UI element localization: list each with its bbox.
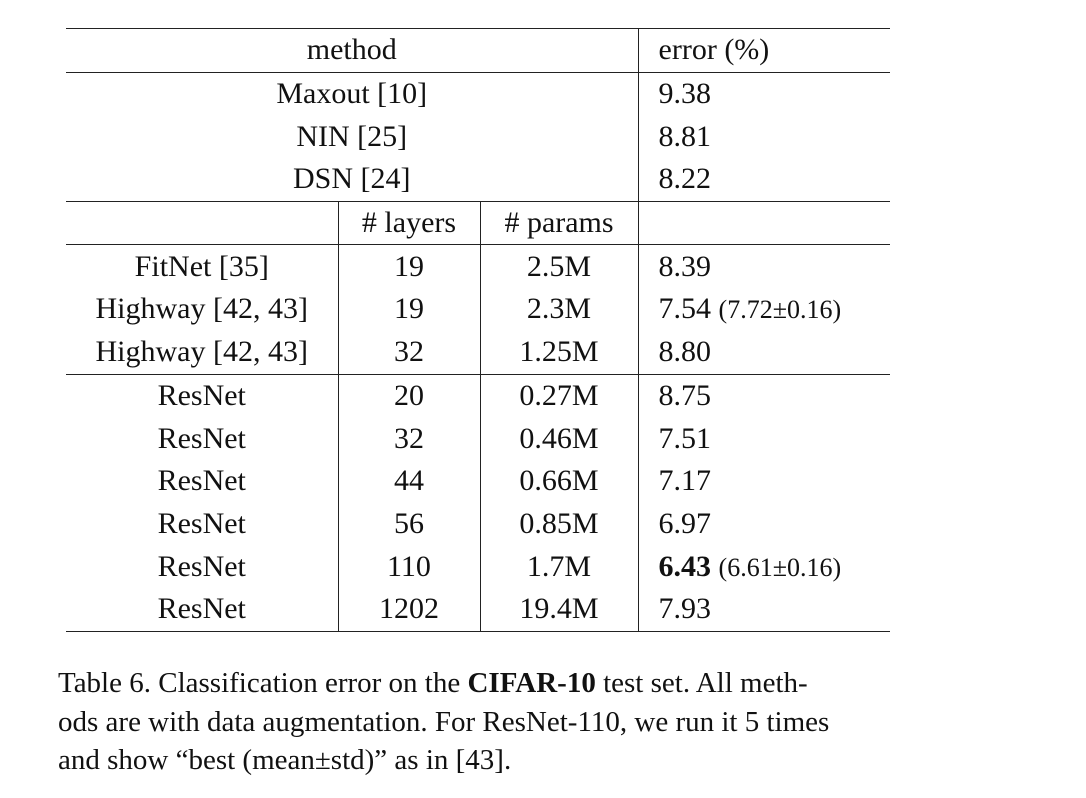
error-cell: 9.38 [638, 72, 890, 115]
table-row [66, 288, 890, 331]
table-header-row [66, 29, 890, 73]
method-cell: ResNet [66, 417, 338, 460]
caption-line-3: and show “best (mean±std)” as in [43]. [58, 744, 512, 776]
cifar10-results-table [66, 28, 890, 632]
error-value: 8.39 [658, 249, 712, 283]
error-cell [638, 503, 890, 546]
table-caption [58, 664, 918, 780]
params-cell: 1.25M [480, 331, 638, 374]
layers-cell: 32 [338, 331, 480, 374]
method-cell: Maxout [10] [66, 72, 638, 115]
method-cell: ResNet [66, 460, 338, 503]
layers-cell: 32 [338, 417, 480, 460]
method-cell: FitNet [35] [66, 245, 338, 288]
error-value: 7.51 [658, 421, 712, 455]
table-row [66, 374, 890, 417]
error-value: 7.54 [658, 292, 712, 326]
params-cell: 0.27M [480, 374, 638, 417]
params-cell: 0.46M [480, 417, 638, 460]
method-cell: ResNet [66, 374, 338, 417]
table-row [66, 158, 890, 201]
table-row [66, 245, 890, 288]
subheader-error-empty [638, 201, 890, 245]
error-value: 6.97 [658, 506, 712, 540]
error-value: 8.80 [658, 335, 712, 369]
params-cell: 0.85M [480, 503, 638, 546]
method-cell: Highway [42, 43] [66, 331, 338, 374]
results-table-container [66, 28, 890, 632]
layers-cell: 56 [338, 503, 480, 546]
caption-line1-rest: test set. All meth- [595, 667, 808, 699]
subheader-params: # params [480, 201, 638, 245]
layers-cell: 110 [338, 545, 480, 588]
table-row [66, 417, 890, 460]
error-value: 7.93 [658, 592, 712, 626]
caption-line-1 [58, 664, 918, 703]
params-cell: 2.5M [480, 245, 638, 288]
table-row [66, 545, 890, 588]
params-cell: 2.3M [480, 288, 638, 331]
layers-cell: 19 [338, 245, 480, 288]
error-cell: 8.81 [658, 119, 712, 153]
params-cell: 0.66M [480, 460, 638, 503]
table-row [66, 588, 890, 631]
table-subheader-row [66, 201, 890, 245]
error-note: (7.72±0.16) [718, 295, 842, 325]
table-row [66, 72, 890, 115]
error-cell [638, 245, 890, 288]
layers-cell: 19 [338, 288, 480, 331]
error-cell [638, 374, 890, 417]
error-cell [638, 288, 890, 331]
header-method: method [66, 29, 638, 73]
layers-cell: 44 [338, 460, 480, 503]
subheader-layers: # layers [338, 201, 480, 245]
table-row [66, 115, 890, 158]
method-cell: Highway [42, 43] [66, 288, 338, 331]
caption-dataset: CIFAR-10 [467, 667, 596, 699]
error-value: 7.17 [658, 464, 712, 498]
error-cell [638, 545, 890, 588]
method-cell: ResNet [66, 588, 338, 631]
params-cell: 19.4M [480, 588, 638, 631]
error-cell [638, 460, 890, 503]
error-cell [638, 417, 890, 460]
table-row [66, 503, 890, 546]
method-cell: ResNet [66, 545, 338, 588]
caption-prefix: Table 6. Classification error on the [58, 667, 468, 699]
error-cell [638, 588, 890, 631]
params-cell: 1.7M [480, 545, 638, 588]
header-error: error (%) [638, 29, 890, 73]
error-value: 8.75 [658, 378, 712, 412]
subheader-empty [66, 201, 338, 245]
method-cell: ResNet [66, 503, 338, 546]
layers-cell: 20 [338, 374, 480, 417]
error-note: (6.61±0.16) [718, 552, 842, 582]
error-cell [638, 331, 890, 374]
layers-cell: 1202 [338, 588, 480, 631]
best-error-value: 6.43 [658, 549, 712, 583]
error-cell: 8.22 [658, 162, 712, 196]
method-cell: NIN [25] [66, 115, 638, 158]
table-row [66, 460, 890, 503]
method-cell: DSN [24] [66, 158, 638, 201]
table-row [66, 331, 890, 374]
caption-line-2: ods are with data augmentation. For ResNet-110, we run it 5 times [58, 705, 830, 738]
